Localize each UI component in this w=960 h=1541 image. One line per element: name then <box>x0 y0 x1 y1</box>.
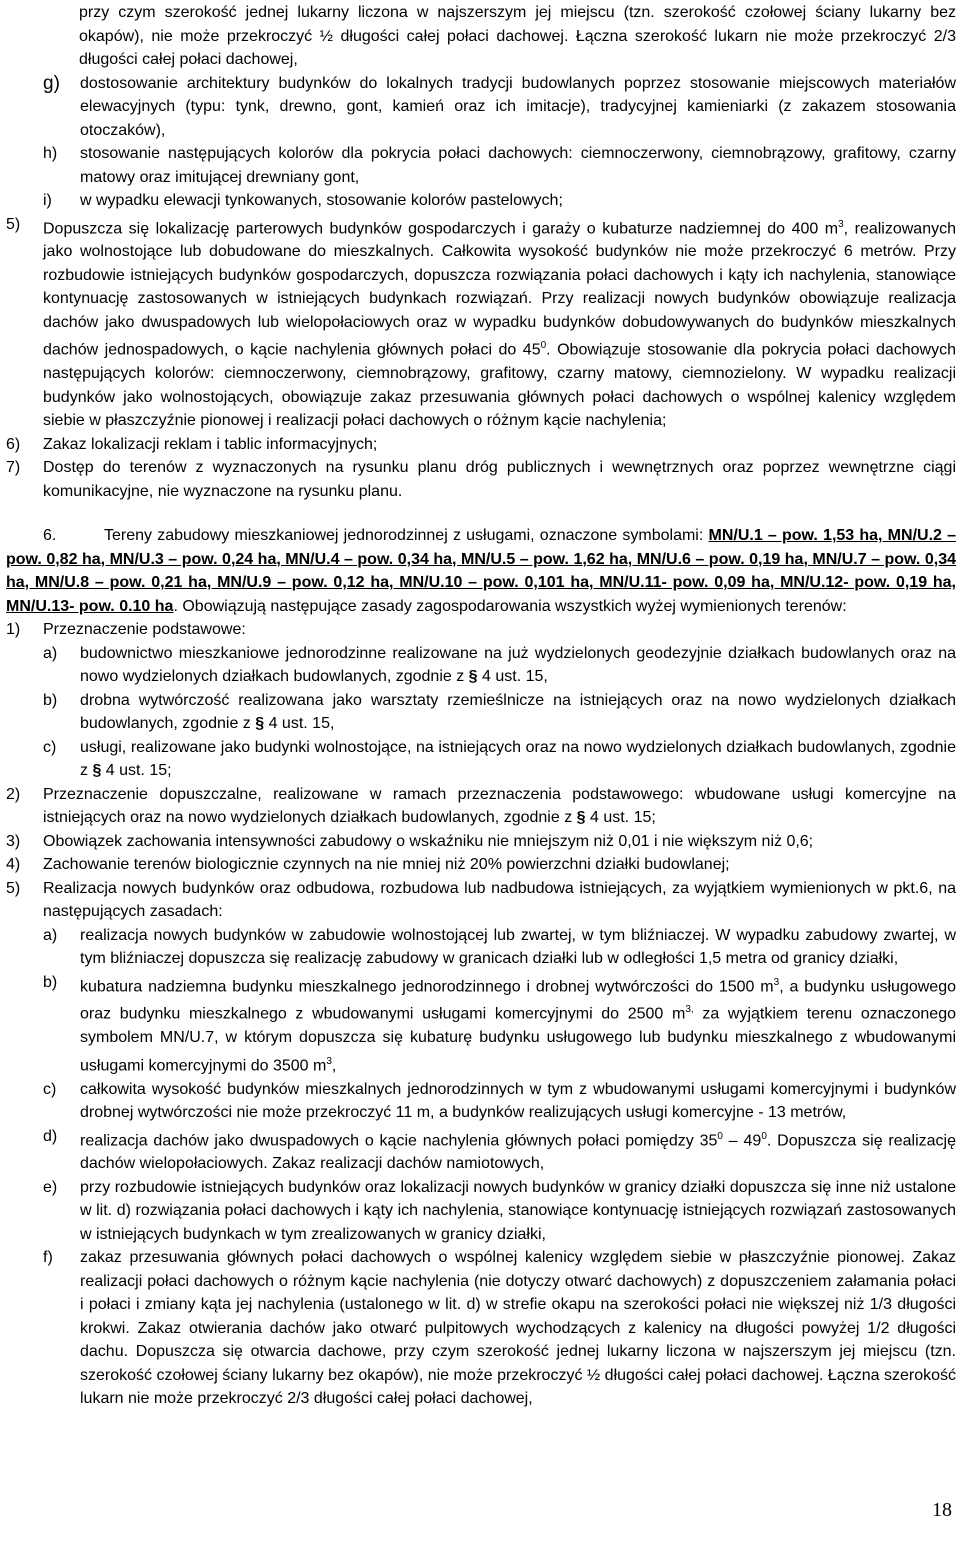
item-label: h) <box>43 145 58 162</box>
point-text: Zakaz lokalizacji reklam i tablic informacyjnych; <box>43 435 378 453</box>
item-text: realizacja nowych budynków w zabudowie wolnostojącej lub zwartej, w tym bliźniaczej. W wypadku zabudowy zwartej, w tym bliźniaczej dopuszcza się realizację zabudowy w granicach działki lub w odległości 1,5 metra od granicy działki, <box>80 926 956 968</box>
s6-point-2 <box>6 783 956 830</box>
item-text: realizacja dachów jako dwuspadowych o kącie nachylenia głównych połaci pomiędzy $35^0 - 49^0$. Dopuszcza się realizację dachów wielopołaciowych. Zakaz realizacji dachów namiotowych, <box>80 1130 957 1173</box>
item-text: w wypadku elewacji tynkowanych, stosowanie kolorów pastelowych; <box>80 192 563 209</box>
item-label: b) <box>43 691 58 709</box>
point-label: 3) <box>6 832 21 850</box>
paragraph-continuation: przy czym szerokość jednej lukarny liczona w najszerszym jej miejscu (tzn. szerokość czołowej ściany lukarny bez okapów), nie może przekroczyć ½ długości całej połaci dachowej. Łączna szerokość lukarn nie może przekroczyć 2/3 długości całej połaci dachowej, <box>79 4 956 68</box>
item-text: drobna wytwórczość realizowana jako warsztaty rzemieślnicze na istniejących oraz na nowo wydzielonych działkach budowlanych, zgodnie z § 4 ust. 15, <box>80 691 956 733</box>
item-label: a) <box>43 644 58 662</box>
item-label: b) <box>43 973 58 991</box>
s6-item-c <box>6 736 956 783</box>
document-page <box>6 1 956 1411</box>
point-label: 2) <box>6 785 21 803</box>
list-item-g <box>6 72 956 143</box>
item-label: d) <box>43 1127 58 1145</box>
item-text: zakaz przesuwania głównych połaci dachowych o wspólnej kalenicy względem siebie w płaszczyźnie pionowej. Zakaz realizacji połaci dachowych o różnym kącie nachylenia (nie dotyczy otwarć dachowych) z dopuszczeniem załamania połaci i połaci i zmiany kąta jej nachylenia (ustalonego w lit. d) w strefie okapu na szerokości połaci nie większej niż 1/3 długości krokwi. Zakaz otwierania dachów jako otwarć pulpitowych wychodzących z kalenicy na długości powyżej 1/2 długości dachu. Dopuszcza się otwarcia dachowe, przy czym szerokość jednej lukarny liczona w najszerszym jej miejscu (tzn. szerokość czołowej ściany lukarny bez okapów), nie może przekroczyć ½ długości całej połaci dachowej. Łączna szerokość lukarn nie może przekroczyć 2/3 długości całej połaci dachowej, <box>80 1249 956 1408</box>
point-label: 6) <box>6 435 21 453</box>
section-6-heading <box>6 524 956 618</box>
list-item-h <box>6 142 956 189</box>
section-symbols: MN/U.1 – pow. 1,53 ha, MN/U.2 – pow. 0,82 ha, MN/U.3 – pow. 0,24 ha, MN/U.4 – pow. 0,34 ha, MN/U.5 – pow. 1,62 ha, MN/U.6 – pow. 0,19 ha, MN/U.7 – pow. 0,34 ha, MN/U.8 – pow. 0,21 ha, MN/U.9 – pow. 0,12 ha, MN/U.10 – pow. 0,101 ha, MN/U.11- pow. 0,09 ha, MN/U.12- pow. 0,19 ha, MN/U.13- pow. 0.10 ha <box>6 527 956 615</box>
point-text: Przeznaczenie podstawowe: <box>43 621 246 639</box>
item-text: budownictwo mieszkaniowe jednorodzinne realizowane na już wydzielonych geodezyjnie działkach budowlanych oraz na nowo wydzielonych działkach budowlanych, zgodnie z § 4 ust. 15, <box>80 644 956 686</box>
item-label: g) <box>43 72 60 94</box>
item-label: a) <box>43 926 58 944</box>
item-label: c) <box>43 1080 57 1098</box>
item-label: e) <box>43 1178 58 1196</box>
point-text: Dopuszcza się lokalizację parterowych budynków gospodarczych i garaży o kubaturze nadziemnej do 400 $m^3$, realizowanych jako wolnostojące lub dobudowane do mieszkalnych. Całkowita wysokość budynków nie może przekroczyć 6 metrów. Przy rozbudowie istniejących budynków gospodarczych, dopuszcza rozwiązania połaci dachowych i kąty ich nachylenia, stanowiące kontynuację zastosowanych w istniejących budynkach rozwiązań. Przy realizacji nowych budynków obowiązuje realizacja dachów jako dwuspadowych lub wielopołaciowych oraz w wypadku budynków dobudowywanych do budynków mieszkalnych dachów jednospadowych, o kącie nachylenia głównych połaci do $45^0$. Obowiązuje stosowanie dla pokrycia połaci dachowych następujących kolorów: ciemnoczerwony, ciemnobrązowy, grafitowy, czarny matowy, ciemnozielony. W wypadku realizacji budynków jako wolnostojących, obowiązuje zakaz przesuwania głównych połaci dachowych o wspólnej kalenicy względem siebie w płaszczyźnie pionowej i realizacji połaci dachowych o różnym kącie nachylenia; <box>43 218 957 430</box>
s6-point-1 <box>6 618 956 642</box>
section-intro: Tereny zabudowy mieszkaniowej jednorodzinnej z usługami, oznaczone symbolami: <box>104 527 709 545</box>
item-text: przy rozbudowie istniejących budynków oraz lokalizacji nowych budynków w granicy działki dopuszcza się inne niż ustalone w lit. d) rozwiązania połaci dachowych i kąty ich nachylenia, stanowiące kontynuację istniejących rozwiązań zastosowanych w istniejących budynkach w tym zrealizowanych w granicy działki, <box>80 1178 956 1243</box>
item-text: kubatura nadziemna budynku mieszkalnego jednorodzinnego i drobnej wytwórczości do 1500 $m^3$, a budynku usługowego oraz budynku mieszkalnego z wbudowanymi usługami komercyjnymi do 2500 $m^{3,}$ za wyjątkiem terenu oznaczonego symbolem MN/U.7, w którym dopuszcza się kubaturę budynku usługowego lub budynku mieszkalnego z wbudowanymi usługami komercyjnymi do 3500 $m^3$, <box>80 976 957 1075</box>
page-number: 18 <box>932 1499 952 1521</box>
point-label: 4) <box>6 856 21 874</box>
s6-p5-item-c <box>6 1078 956 1125</box>
point-5 <box>6 213 956 433</box>
s6-p5-item-a <box>6 924 956 971</box>
s6-point-3 <box>6 830 956 854</box>
list-item-i <box>6 189 956 213</box>
s6-p5-item-d <box>6 1125 956 1176</box>
s6-p5-item-e <box>6 1176 956 1247</box>
item-text: całkowita wysokość budynków mieszkalnych jednorodzinnych w tym z wbudowanymi usługami komercyjnymi i budynków drobnej wytwórczości nie może przekroczyć 11 m, a budynków realizujących usługi komercyjne - 13 metrów, <box>80 1080 956 1122</box>
s6-p5-item-b <box>6 971 956 1078</box>
point-text: Realizacja nowych budynków oraz odbudowa, rozbudowa lub nadbudowa istniejących, za wyjątkiem wymienionych w pkt.6, na następujących zasadach: <box>43 879 956 921</box>
point-label: 5) <box>6 879 21 897</box>
point-6 <box>6 433 956 457</box>
section-after: . Obowiązują następujące zasady zagospodarowania wszystkich wyżej wymienionych terenów: <box>173 597 847 615</box>
point-label: 1) <box>6 621 21 639</box>
point-text: Przeznaczenie dopuszczalne, realizowane w ramach przeznaczenia podstawowego: wbudowane usługi komercyjne na istniejących oraz na nowo wydzielonych działkach budowlanych, zgodnie z § 4 ust. 15; <box>43 785 956 827</box>
s6-item-b <box>6 689 956 736</box>
point-text: Dostęp do terenów z wyznaczonych na rysunku planu dróg publicznych i wewnętrznych oraz poprzez wewnętrzne ciągi komunikacyjne, nie wyznaczone na rysunku planu. <box>43 459 956 500</box>
item-text: dostosowanie architektury budynków do lokalnych tradycji budowlanych poprzez stosowanie miejscowych materiałów elewacyjnych (typu: tynk, drewno, gont, kamień oraz ich imitacje), tradycyjnej kamieniarki (z zakazem stosowania otoczaków), <box>80 74 956 139</box>
s6-point-5 <box>6 877 956 924</box>
item-label: f) <box>43 1249 53 1267</box>
s6-point-4 <box>6 853 956 877</box>
point-label: 5) <box>6 215 21 233</box>
point-label: 7) <box>6 459 21 477</box>
point-7 <box>6 456 956 503</box>
point-text: Obowiązek zachowania intensywności zabudowy o wskaźniku nie mniejszym niż 0,01 i nie większym niż 0,6; <box>43 832 814 850</box>
point-text: Zachowanie terenów biologicznie czynnych na nie mniej niż 20% powierzchni działki budowlanej; <box>43 856 730 874</box>
item-text: usługi, realizowane jako budynki wolnostojące, na istniejących oraz na nowo wydzielonych działkach budowlanych, zgodnie z § 4 ust. 15; <box>80 738 956 780</box>
section-number: 6. <box>43 527 57 545</box>
s6-p5-item-f <box>6 1246 956 1411</box>
item-label: c) <box>43 738 57 756</box>
item-label: i) <box>43 192 52 209</box>
s6-item-a <box>6 642 956 689</box>
item-text: stosowanie następujących kolorów dla pokrycia połaci dachowych: ciemnoczerwony, ciemnobrązowy, grafitowy, czarny matowy oraz imitującej drewniany gont, <box>80 145 956 186</box>
